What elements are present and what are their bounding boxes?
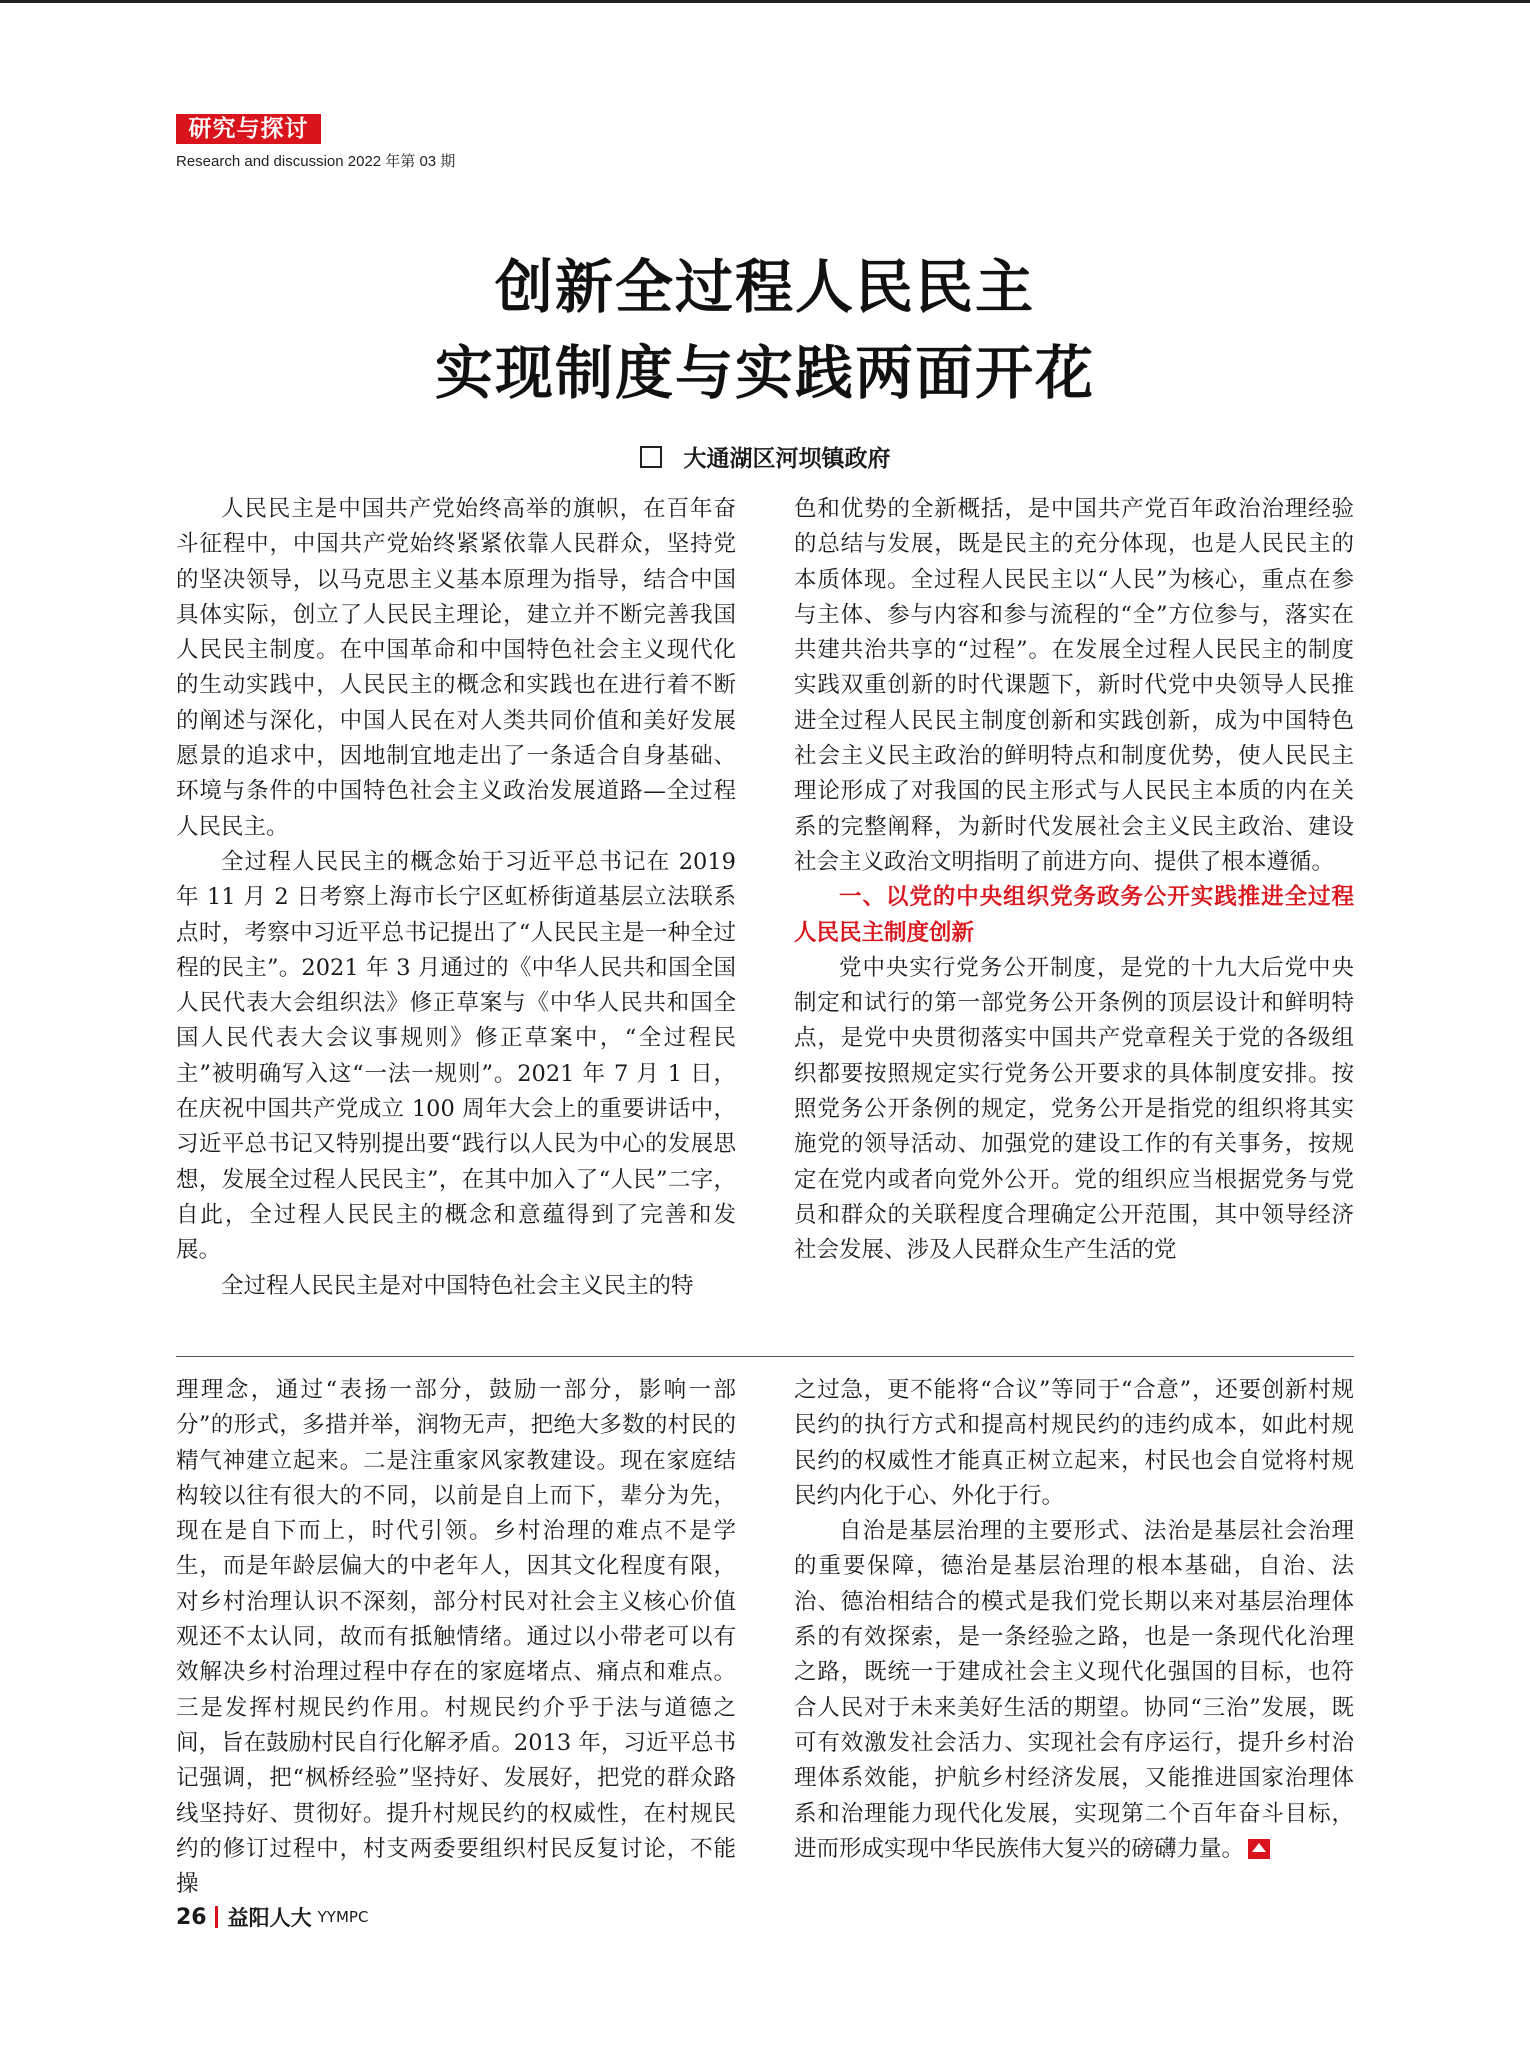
paragraph: 全过程人民民主的概念始于习近平总书记在 2019 年 11 月 2 日考察上海市长宁区虹桥街道基层立法联系点时，考察中习近平总书记提出了“人民民主是一种全过程的民主”。2021 年 3 月通过的《中华人民共和国全国人民代表大会组织法》修正草案与《中华人民共和国全国人民代表大会议事规则》修正草案中，“全过程民主”被明确写入这“一法一规则”。2021 年 7 月 1 日，在庆祝中国共产党成立 100 周年大会上的重要讲话中，习近平总书记又特别提出要“践行以人民为中心的发展思想，发展全过程人民民主”，在其中加入了“人民”二字，自此，全过程人民民主的概念和意蕴得到了完善和发展。 (176, 848, 736, 1264)
paragraph: 色和优势的全新概括，是中国共产党百年政治治理经验的总结与发展，既是民主的充分体现，也是人民民主的本质体现。全过程人民民主以“人民”为核心，重点在参与主体、参与内容和参与流程的“全”方位参与，落实在共建共治共享的“过程”。在发展全过程人民民主的制度实践双重创新的时代课题下，新时代党中央领导人民推进全过程人民民主制度创新和实践创新，成为中国特色社会主义民主政治的鲜明特点和制度优势，使人民民主理论形成了对我国的民主形式与人民民主本质的内在关系的完整阐释，为新时代发展社会主义民主政治、建设社会主义政治文明指明了前进方向、提供了根本遵循。 (794, 496, 1354, 875)
author-name: 大通湖区河坝镇政府 (683, 446, 891, 472)
paragraph (794, 1514, 1354, 1867)
issue-line: Research and discussion 2022 年第 03 期 (176, 153, 456, 170)
article-title-line1: 创新全过程人民民主 (494, 253, 1035, 321)
page-number: 26 (176, 1904, 207, 1930)
paragraph: 党中央实行党务公开制度，是党的十九大后党中央制定和试行的第一部党务公开条例的顶层设计和鲜明特点，是党中央贯彻落实中国共产党章程关于党的各级组织都要按照规定实行党务公开要求的具体制度安排。按照党务公开条例的规定，党务公开是指党的组织将其实施党的领导活动、加强党的建设工作的有关事务，按规定在党内或者向党外公开。党的组织应当根据党务与党员和群众的关联程度合理确定公开范围，其中领导经济社会发展、涉及人民群众生产生活的党 (794, 954, 1354, 1264)
section-tag: 研究与探讨 (176, 114, 321, 144)
footer-bar (215, 1906, 218, 1928)
paragraph: 之过急，更不能将“合议”等同于“合意”，还要创新村规民约的执行方式和提高村规民约的违约成本，如此村规民约的权威性才能真正树立起来，村民也会自觉将村规民约内化于心、外化于行。 (794, 1377, 1354, 1509)
paragraph: 人民民主是中国共产党始终高举的旗帜，在百年奋斗征程中，中国共产党始终紧紧依靠人民群众，坚持党的坚决领导，以马克思主义基本原理为指导，结合中国具体实际，创立了人民民主理论，建立并不断完善我国人民民主制度。在中国革命和中国特色社会主义现代化的生动实践中，人民民主的概念和实践也在进行着不断的阐述与深化，中国人民在对人类共同价值和美好发展愿景的追求中，因地制宜地走出了一条适合自身基础、环境与条件的中国特色社会主义政治发展道路—全过程人民民主。 (176, 496, 736, 840)
upper-left-column (176, 492, 736, 1304)
magazine-name: 益阳人大 (227, 1906, 312, 1930)
magazine-abbr: YYMPC (317, 1908, 369, 1926)
lower-right-column (794, 1373, 1354, 1867)
article-title-line2: 实现制度与实践两面开花 (434, 339, 1095, 407)
column-divider (176, 1356, 1354, 1357)
end-mark-icon (1248, 1839, 1270, 1859)
lower-left-column (176, 1373, 736, 1902)
section-heading: 一、以党的中央组织党务政务公开实践推进全过程人民民主制度创新 (794, 884, 1354, 946)
paragraph-text: 自治是基层治理的主要形式、法治是基层社会治理的重要保障，德治是基层治理的根本基础，自治、法治、德治相结合的模式是我们党长期以来对基层治理体系的有效探索，是一条经验之路，也是一条现代化治理之路，既统一于建成社会主义现代化强国的目标，也符合人民对于未来美好生活的期望。协同“三治”发展，既可有效激发社会活力、实现社会有序运行，提升乡村治理体系效能，护航乡村经济发展，又能推进国家治理体系和治理能力现代化发展，实现第二个百年奋斗目标，进而形成实现中华民族伟大复兴的磅礴力量。 (794, 1518, 1354, 1862)
top-rule (0, 0, 1530, 3)
author-line (0, 440, 1530, 473)
upper-right-column (794, 492, 1354, 1269)
page-footer (176, 1902, 368, 1932)
square-bullet-icon (640, 446, 662, 468)
paragraph: 全过程人民民主是对中国特色社会主义民主的特 (221, 1272, 694, 1299)
paragraph: 理理念，通过“表扬一部分，鼓励一部分，影响一部分”的形式，多措并举，润物无声，把绝大多数的村民的精气神建立起来。二是注重家风家教建设。现在家庭结构较以往有很大的不同，以前是自上而下，辈分为先，现在是自下而上，时代引领。乡村治理的难点不是学生，而是年龄层偏大的中老年人，因其文化程度有限，对乡村治理认识不深刻，部分村民对社会主义核心价值观还不太认同，故而有抵触情绪。通过以小带老可以有效解决乡村治理过程中存在的家庭堵点、痛点和难点。三是发挥村规民约作用。村规民约介乎于法与道德之间，旨在鼓励村民自行化解矛盾。2013 年，习近平总书记强调，把“枫桥经验”坚持好、发展好，把党的群众路线坚持好、贯彻好。提升村规民约的权威性，在村规民约的修订过程中，村支两委要组织村民反复讨论，不能操 (176, 1377, 736, 1898)
